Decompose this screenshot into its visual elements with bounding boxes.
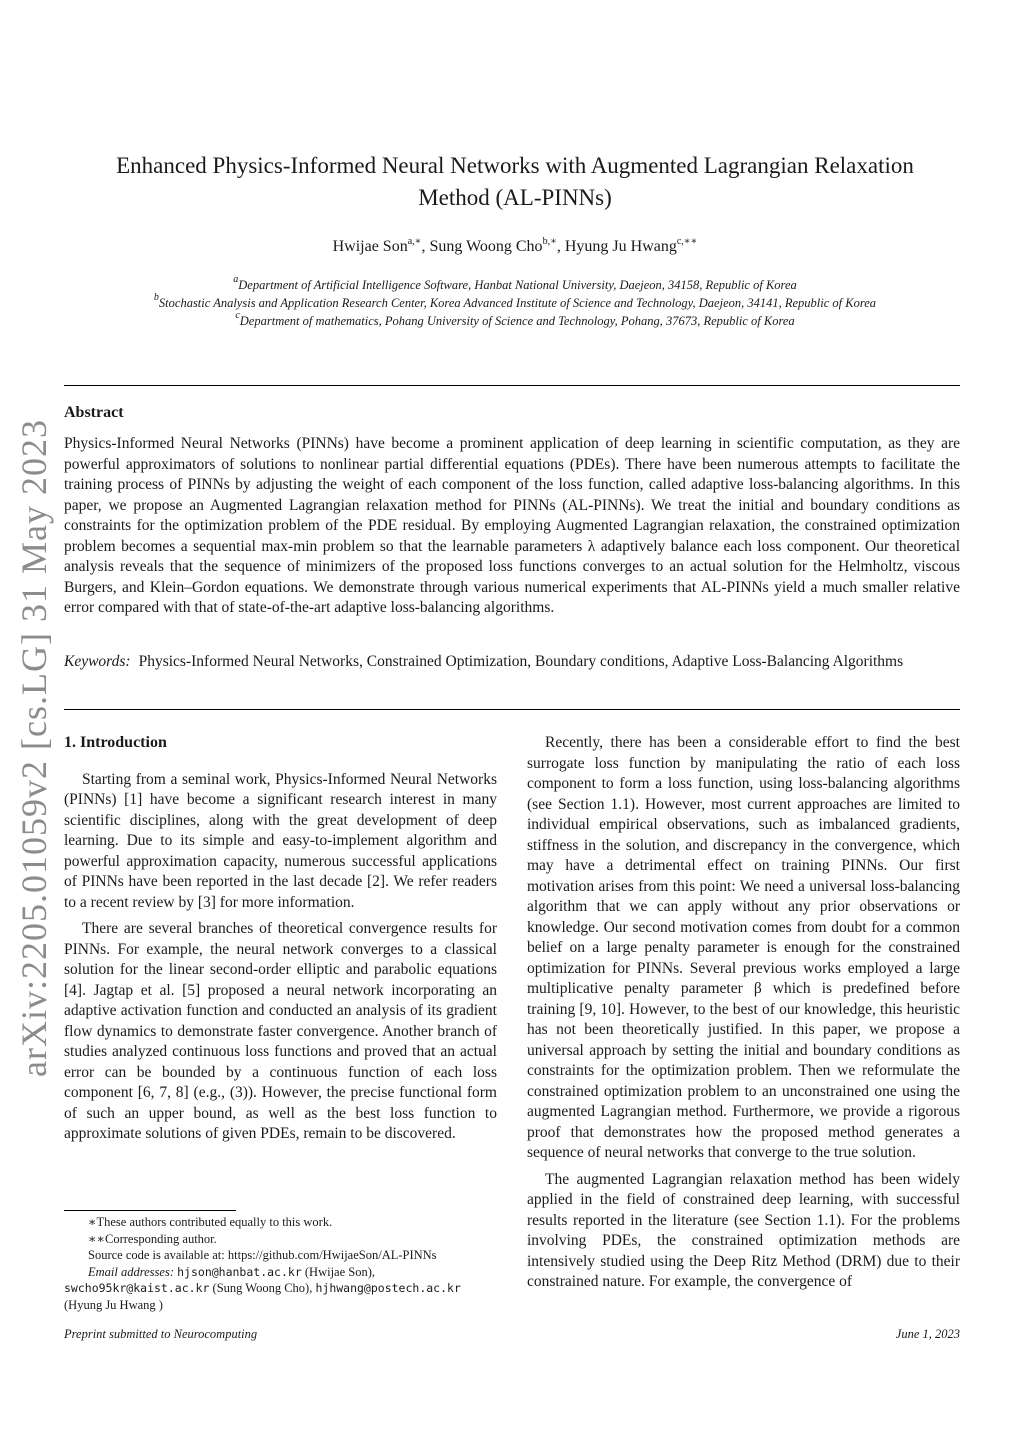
author-1-sup: a,∗ — [407, 236, 422, 247]
section-heading-introduction: 1. Introduction — [64, 734, 167, 751]
footnote-corresponding: ∗∗Corresponding author. — [88, 1231, 217, 1246]
keywords-label: Keywords: — [64, 653, 131, 670]
footnote-emails-line1 — [64, 1264, 497, 1281]
abstract-body: Physics-Informed Neural Networks (PINNs) have become a prominent application of deep learning in scientific computation, as they are powerful approximators of solutions to nonlinear partial differential equations (PDEs). There have been numerous attempts to facilitate the training process of PINNs by adjusting the weight of each component of the loss function, called adaptive loss-balancing algorithms. In this paper, we propose an Augmented Lagrangian relaxation method for PINNs (AL-PINNs). We treat the initial and boundary conditions as constraints for the optimization problem of the PDE residual. By employing Augmented Lagrangian relaxation, the constrained optimization problem becomes a sequential max-min problem so that the learnable parameters λ adaptively balance each loss component. Our theoretical analysis reveals that the sequence of minimizers of the proposed loss functions converges to an actual solution for the Helmholtz, viscous Burgers, and Klein–Gordon equations. We demonstrate through various numerical experiments that AL-PINNs yield a much smaller relative error compared with that of state-of-the-art adaptive loss-balancing algorithms. — [64, 435, 960, 616]
footnote-emails-line3 — [64, 1297, 497, 1314]
email-1-owner: (Hwijae Son), — [304, 1264, 375, 1279]
email-3[interactable]: hjhwang@postech.ac.kr — [315, 1281, 461, 1295]
author-2-sup: b,∗ — [542, 236, 557, 247]
abstract-heading: Abstract — [64, 404, 124, 421]
arxiv-stamp — [8, 419, 60, 1077]
email-label: Email addresses: — [88, 1264, 174, 1279]
author-3-sup: c,∗∗ — [676, 236, 698, 247]
keywords — [64, 652, 960, 673]
right-paragraph-1: Recently, there has been a considerable effort to find the best surrogate loss function by manipulating the ratio of each loss component to form a loss function, using loss-balancing algorithms (see Section 1.1). However, most current approaches are limited to individual empirical observations, such as imbalanced gradients, stiffness in the solution, and discrepancy in the convergence, which may have a detrimental effect on training PINNs. Our first motivation arises from this point: We need a universal loss-balancing algorithm that we can apply without any prior observations or knowledge. Our second motivation comes from doubt for a common belief on a large penalty parameter is enough for the constrained optimization for PINNs. Several previous works employed a large multiplicative penalty parameter β which is predefined before training [9, 10]. However, to the best of our knowledge, this heuristic has not been theoretically justified. In this paper, we propose a universal approach by setting the initial and boundary conditions as constraints for the optimization problem. Then we reformulate the constrained optimization problem to an unconstrained one using the augmented Lagrangian method. Furthermore, we provide a rigorous proof that demonstrates how the proposed method generates a sequence of neural networks that converge to the true solution. — [527, 734, 960, 1161]
email-2[interactable]: swcho95kr@kaist.ac.kr — [64, 1281, 210, 1295]
affiliation-c-text: Department of mathematics, Pohang University of Science and Technology, Pohang, 37673, Republic of Korea — [239, 314, 795, 328]
affiliations — [70, 276, 960, 330]
footnote-rule — [64, 1210, 236, 1211]
title-line-1: Enhanced Physics-Informed Neural Networks with Augmented Lagrangian Relaxation — [116, 153, 914, 178]
affiliation-b — [70, 294, 960, 312]
footer-date: June 1, 2023 — [895, 1327, 960, 1341]
author-3-name: Hyung Ju Hwang — [564, 238, 677, 255]
right-paragraph-2: The augmented Lagrangian relaxation method has been widely applied in the field of constrained deep learning, with successful results reported in the literature (see Section 1.1). For the problems involving PDEs, the constrained optimization methods are intensively studied using the Deep Ritz Method (DRM) due to their constrained nature. For example, the convergence of — [527, 1170, 960, 1290]
author-1-name: Hwijae Son — [332, 238, 408, 255]
footer-preprint: Preprint submitted to Neurocomputing — [64, 1327, 258, 1341]
abstract-bottom-rule — [64, 709, 960, 710]
affiliation-b-mark: b — [153, 292, 159, 303]
affiliation-c-mark: c — [235, 310, 240, 321]
left-paragraph-2: There are several branches of theoretical convergence results for PINNs. For example, the neural network converges to a classical solution for the linear second-order elliptic and parabolic equations [4]. Jagtap et al. [5] proposed a neural network incorporating an adaptive activation function and conducted an analysis of its gradient flow dynamics to demonstrate faster convergence. Another branch of studies analyzed continuous loss functions and proved that an actual error can be bounded by a continuous function of each loss component [6, 7, 8] (e.g., (3)). However, the precise functional form of such an upper bound, as well as the best loss function to approximate solutions of given PDEs, remain to be discovered. — [64, 920, 497, 1142]
affiliation-b-text: Stochastic Analysis and Application Research Center, Korea Advanced Institute of Science and Technology, Daejeon, 34141, Republic of Korea — [158, 296, 877, 310]
affiliation-a-text: Department of Artificial Intelligence Software, Hanbat National University, Daejeon, 34158, Republic of Korea — [238, 278, 797, 292]
footnote-source-code: Source code is available at: https://github.com/HwijaeSon/AL-PINNs — [88, 1248, 437, 1262]
email-1[interactable]: hjson@hanbat.ac.kr — [177, 1264, 302, 1279]
left-paragraph-1: Starting from a seminal work, Physics-Informed Neural Networks (PINNs) [1] have become a significant research interest in many scientific disciplines, along with the great development of deep learning. Due to its simple and easy-to-implement algorithm and powerful approximation capacity, numerous successful applications of PINNs have been reported in the last decade [2]. We refer readers to a recent review by [3] for more information. — [64, 770, 497, 911]
right-column — [527, 733, 960, 1299]
paper-title — [70, 150, 960, 214]
footnote-emails-line2 — [64, 1280, 497, 1297]
affiliation-c — [70, 312, 960, 330]
keywords-text: Physics-Informed Neural Networks, Constrained Optimization, Boundary conditions, Adaptive Loss-Balancing Algorithms — [138, 653, 904, 670]
author-list: Hwijae Son$^{a,∗}$, Sung Woong Cho$^{b,∗}$, Hyung Ju Hwang$^{c,∗∗}$ — [332, 236, 698, 255]
footnotes — [64, 1214, 497, 1313]
author-2-name: Sung Woong Cho — [429, 238, 543, 255]
title-line-2: Method (AL-PINNs) — [418, 185, 612, 210]
footnote-equal-contribution: ∗These authors contributed equally to this work. — [88, 1215, 333, 1229]
email-3-owner: (Hyung Ju Hwang ) — [64, 1297, 163, 1312]
email-2-owner: (Sung Woong Cho), — [212, 1281, 313, 1295]
abstract-top-rule — [64, 385, 960, 386]
left-column — [64, 733, 497, 1151]
affiliation-a — [70, 276, 960, 294]
affiliation-a-mark: a — [233, 274, 239, 285]
arxiv-stamp-text: arXiv:2205.01059v2 [cs.LG] 31 May 2023 — [14, 419, 54, 1077]
